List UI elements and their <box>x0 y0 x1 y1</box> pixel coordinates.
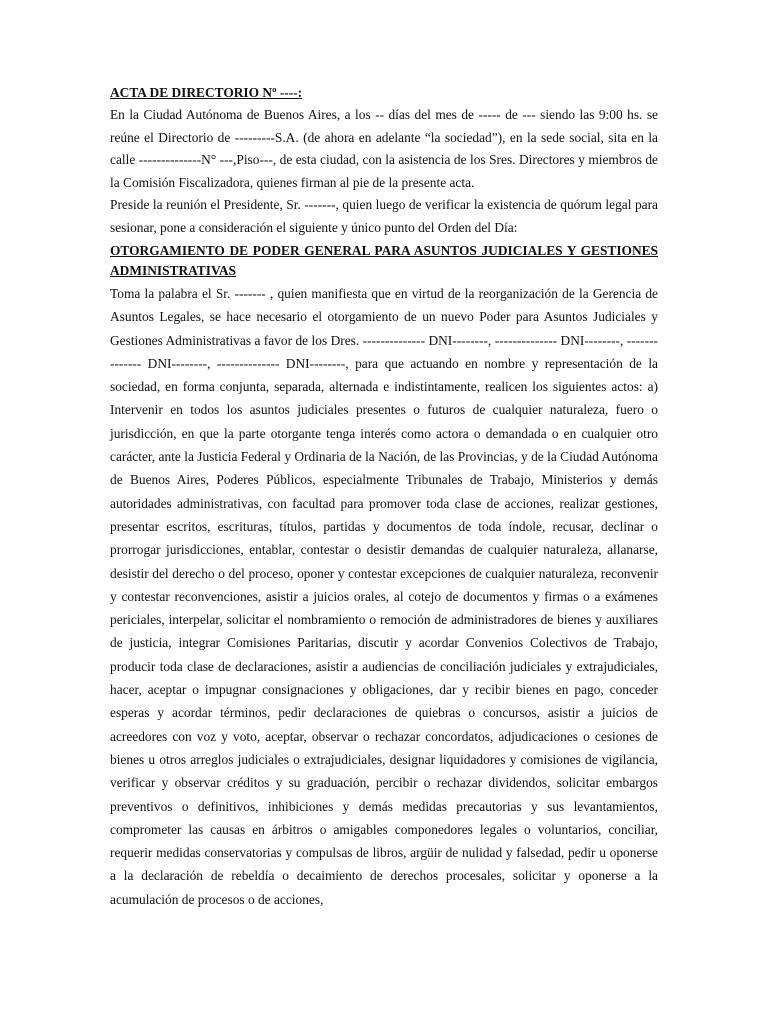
document-title: ACTA DE DIRECTORIO Nº ----: <box>110 85 303 100</box>
opening-paragraph: En la Ciudad Autónoma de Buenos Aires, a los -- días del mes de ----- de --- siendo las 9:00 hs. se reúne el Directorio de ---------S.A. (de ahora en adelante “la sociedad”), en la sede social, sita en la calle --------------N° ---,Piso---, de esta ciudad, con la asistencia de los Sres. Directores y miembros de la Comisión Fiscalizadora, quienes firman al pie de la presente acta. <box>110 107 658 190</box>
presidency-paragraph: Preside la reunión el Presidente, Sr. -------, quien luego de verificar la existencia de quórum legal para sesionar, pone a consideración el siguiente y único punto del Orden del Día: <box>110 197 658 235</box>
document-page <box>110 84 658 911</box>
power-of-attorney-paragraph: Toma la palabra el Sr. ------- , quien manifiesta que en virtud de la reorganización de la Gerencia de Asuntos Legales, se hace necesario el otorgamiento de un nuevo Poder para Asuntos Judiciales y Gestiones Administrativas a favor de los Dres. -------------- DNI--------, -------------- DNI--------, -------------- DNI--------, -------------- DNI--------, para que actuando en nombre y representación de la sociedad, en forma conjunta, separada, alternada e indistintamente, realicen los siguientes actos: a) Intervenir en todos los asuntos judiciales presentes o futuros de cualquier naturaleza, fuero o jurisdicción, en que la parte otorgante tenga interés como actora o demandada o en cualquier otro carácter, ante la Justicia Federal y Ordinaria de la Nación, de las Provincias, y de la Ciudad Autónoma de Buenos Aires, Poderes Públicos, especialmente Tribunales de Trabajo, Ministerios y demás autoridades administrativas, con facultad para promover toda clase de acciones, realizar gestiones, presentar escritos, escrituras, títulos, partidas y documentos de toda índole, recusar, declinar o prorrogar jurisdicciones, entablar, contestar o desistir demandas de cualquier naturaleza, allanarse, desistir del derecho o del proceso, oponer y contestar excepciones de cualquier naturaleza, reconvenir y contestar reconvenciones, asistir a juicios orales, al cotejo de documentos y firmas o a exámenes periciales, interpelar, solicitar el nombramiento o remoción de administradores de bienes y auxiliares de justicia, integrar Comisiones Paritarias, discutir y acordar Convenios Colectivos de Trabajo, producir toda clase de declaraciones, asistir a audiencias de conciliación judiciales y extrajudiciales, hacer, aceptar o impugnar consignaciones y obligaciones, dar y recibir bienes en pago, conceder esperas y acordar términos, pedir declaraciones de quiebras o concursos, asistir a juicios de acreedores con voz y voto, aceptar, observar o rechazar concordatos, adjudicaciones o cesiones de bienes u otros arreglos judiciales o extrajudiciales, designar liquidadores y comisiones de vigilancia, verificar y observar créditos y su graduación, percibir o rechazar dividendos, solicitar embargos preventivos o definitivos, inhibiciones y demás medidas precautorias y sus levantamientos, comprometer las causas en árbitros o amigables componedores legales o voluntarios, conciliar, requerir medidas conservatorias y compulsas de libros, argüir de nulidad y falsedad, pedir u oponerse a la declaración de rebeldía o decaimiento de derechos procesales, solicitar y oponerse a la acumulación de procesos o de acciones, <box>110 286 658 907</box>
section-heading: OTORGAMIENTO DE PODER GENERAL PARA ASUNTOS JUDICIALES Y GESTIONES ADMINISTRATIVAS <box>110 243 658 278</box>
